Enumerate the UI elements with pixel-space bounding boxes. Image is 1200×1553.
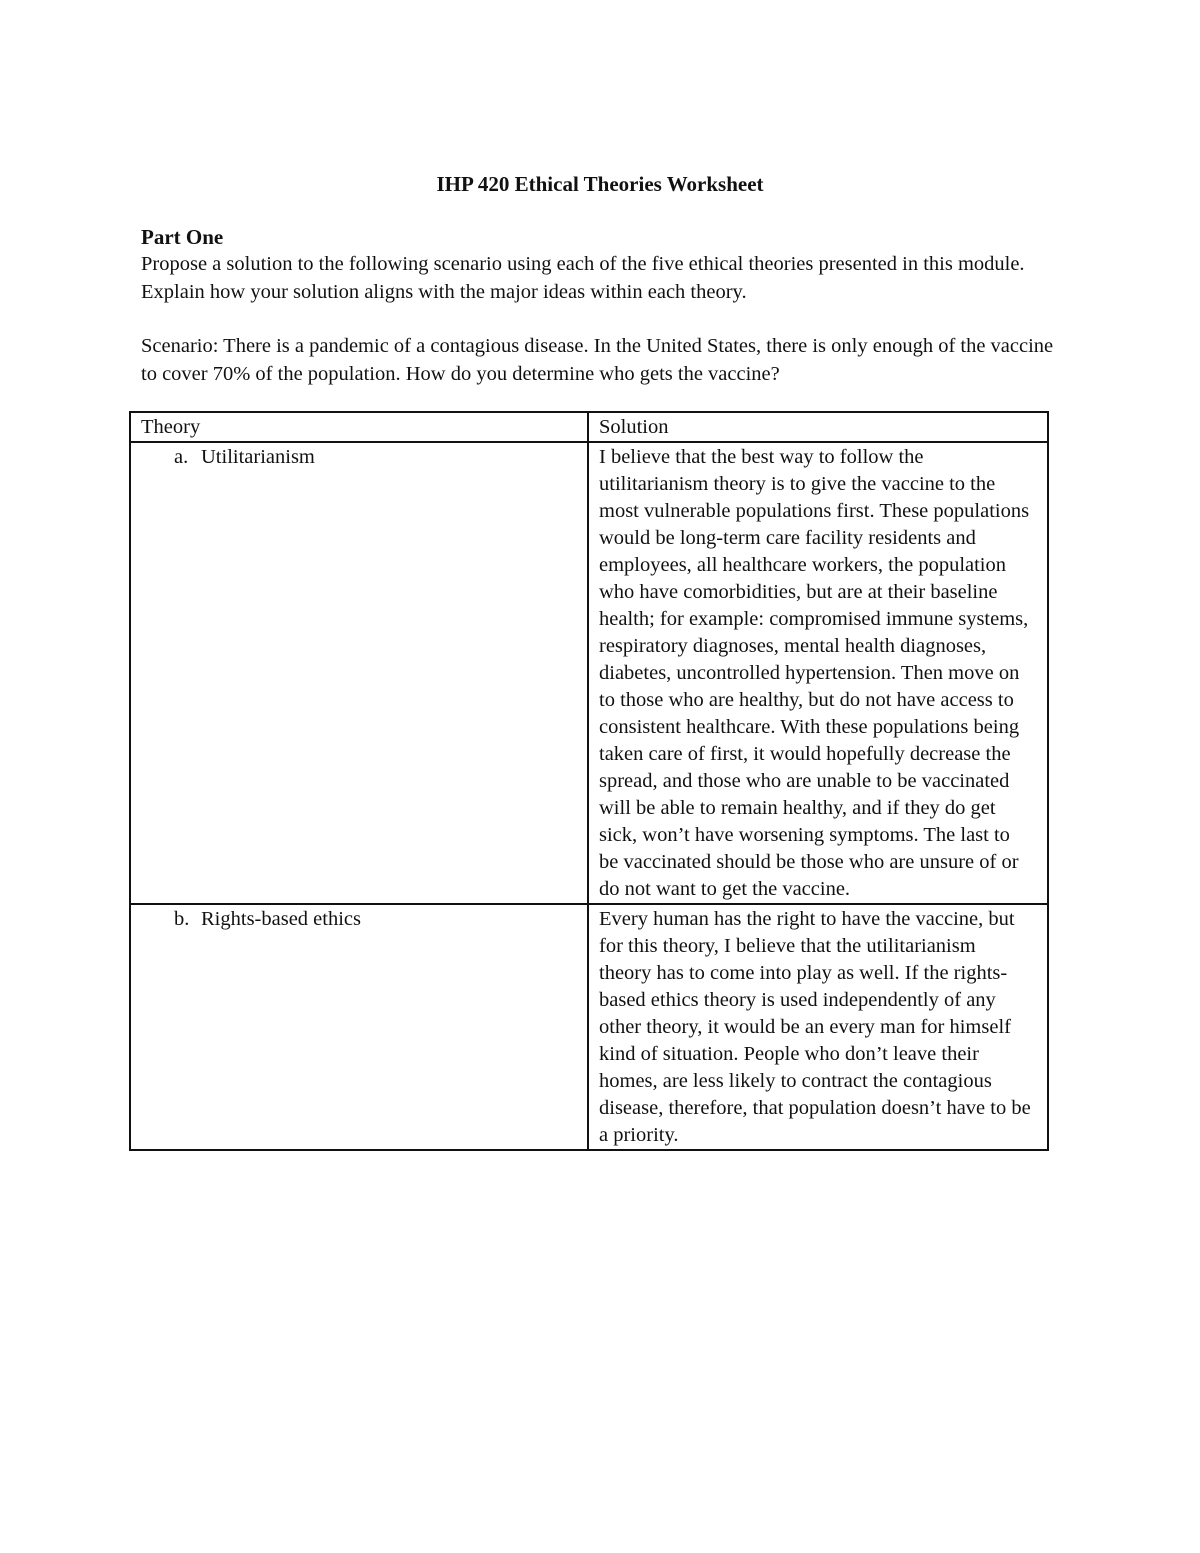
- part-heading: Part One: [141, 225, 224, 249]
- solution-cell: [588, 442, 1048, 904]
- theories-table: [129, 411, 1049, 1151]
- solution-text: I believe that the best way to follow the utilitarianism theory is to give the vaccine to the most vulnerable populations first. These populations would be long-term care facility residents and employees, all healthcare workers, the population who have comorbidities, but are at their baseline health; for example: compromised immune systems, respiratory diagnoses, mental health diagnoses, diabetes, uncontrolled hypertension. Then move on to those who are healthy, but do not have access to consistent healthcare. With these populations being taken care of first, it would hopefully decrease the spread, and those who are unable to be vaccinated will be able to remain healthy, and if they do get sick, won’t have worsening symptoms. The last to be vaccinated should be those who are unsure of or do not want to get the vaccine.: [599, 446, 1030, 900]
- theory-cell: [130, 904, 588, 1150]
- solution-text: Every human has the right to have the vaccine, but for this theory, I believe that the utilitarianism theory has to come into play as well. If the rights-based ethics theory is used independently of any other theory, it would be an every man for himself kind of situation. People who don’t leave their homes, are less likely to contract the contagious disease, therefore, that population doesn’t have to be a priority.: [599, 908, 1031, 1146]
- theory-name: Rights-based ethics: [201, 908, 361, 930]
- solution-cell: [588, 904, 1048, 1150]
- table-row: [130, 442, 1048, 904]
- instructions-paragraph: Propose a solution to the following scenario using each of the five ethical theories presented in this module. Explain how your solution aligns with the major ideas within each theory.: [141, 253, 1025, 303]
- document-title: IHP 420 Ethical Theories Worksheet: [436, 172, 764, 196]
- header-theory: Theory: [130, 412, 588, 442]
- theory-letter: b.: [174, 908, 190, 930]
- table-row: [130, 904, 1048, 1150]
- table-header-row: [130, 412, 1048, 442]
- theory-cell: [130, 442, 588, 904]
- theory-letter: a.: [174, 446, 189, 468]
- header-solution: Solution: [588, 412, 1048, 442]
- theory-name: Utilitarianism: [201, 446, 315, 468]
- scenario-paragraph: Scenario: There is a pandemic of a contagious disease. In the United States, there is only enough of the vaccine to cover 70% of the population. How do you determine who gets the vaccine?: [141, 335, 1054, 385]
